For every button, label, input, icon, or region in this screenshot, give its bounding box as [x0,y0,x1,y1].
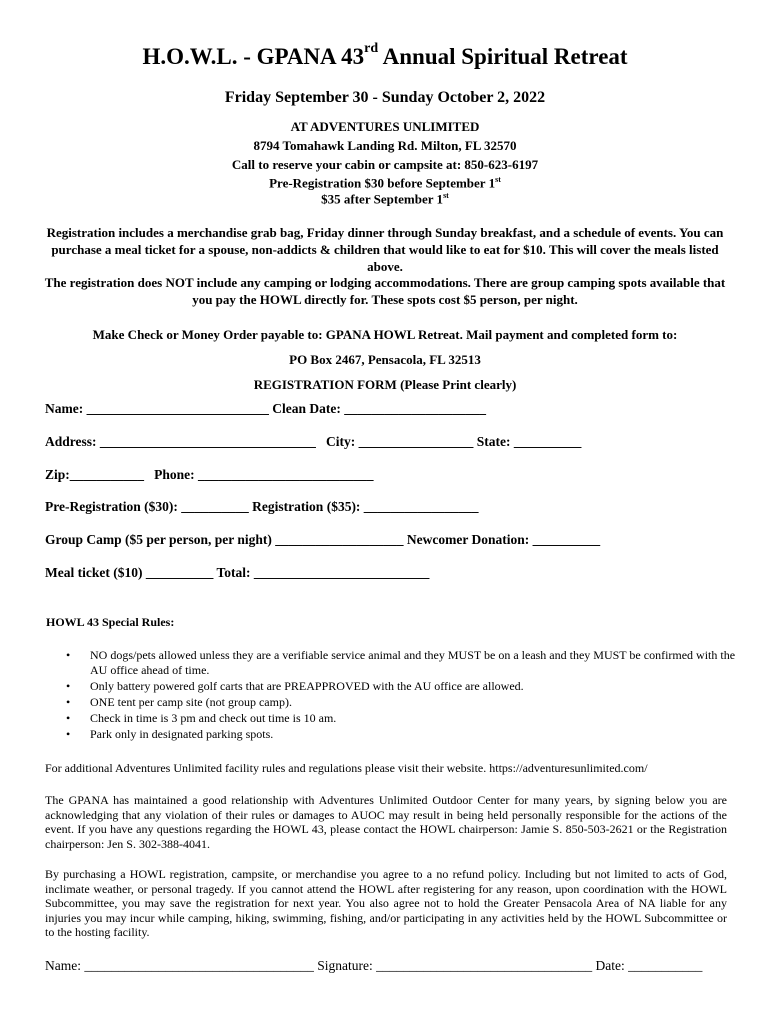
late-price [0,191,770,207]
zip-phone-field[interactable]: Zip:___________ Phone: __________________________ [45,467,374,482]
title-superscript: rd [364,41,379,57]
payable-instructions: Make Check or Money Order payable to: GPANA HOWL Retreat. Mail payment and completed form to: [92,327,678,342]
title-end: Annual Spiritual Retreat [378,44,628,69]
prereg-text: Pre-Registration $30 before September 1 [269,175,496,191]
mailing-address [0,352,770,368]
address-city-state-field[interactable]: Address: ________________________________ City: _________________ State: __________ [45,434,582,449]
rule-item: • Check in time is 3 pm and check out time is 10 am. [46,711,736,726]
reserve-phone: Call to reserve your cabin or campsite at: 850-623-6197 [231,157,539,172]
rules-title: HOWL 43 Special Rules: [46,615,175,629]
signature-line[interactable]: Name: __________________________________ Signature: ________________________________ Date: ___________ [45,958,703,973]
relationship-paragraph: The GPANA has maintained a good relationship with Adventures Unlimited Outdoor Center for many years, by signing below you are acknowledging that any violation of their rules or damages to AUOC may result in being held personally responsible for the actions of the event. If you have any questions regarding the HOWL 43, please contact the HOWL chairperson: Jamie S. 850-503-2621 or the Registration chairperson: Jen S. 302-388-4041. [45,793,727,851]
camping-note: The registration does NOT include any camping or lodging accommodations. There are group camping spots available that you pay the HOWL directly for. These spots cost $5 person, per night. [44,275,726,307]
after-sup: st [443,191,449,200]
registration-fee-field[interactable]: Pre-Registration ($30): __________ Registration ($35): _________________ [45,499,479,514]
rule-item: • ONE tent per camp site (not group camp). [46,695,736,710]
title-main: H.O.W.L. - GPANA 43 [142,44,365,69]
page-title [0,41,770,70]
prereg-price [0,175,770,191]
name-clean-date-field[interactable]: Name: ___________________________ Clean Date: _____________________ [45,401,486,416]
group-camp-donation-field[interactable]: Group Camp ($5 per person, per night) ___________________ Newcomer Donation: __________ [45,532,601,547]
event-dates: Friday September 30 - Sunday October 2, 2022 [224,89,546,106]
facility-rules-note: For additional Adventures Unlimited facility rules and regulations please visit their website. https://adventuresunlimited.com/ [45,761,648,775]
meal-ticket-total-field[interactable]: Meal ticket ($10) __________ Total: __________________________ [45,565,430,580]
after-text: $35 after September 1 [321,191,444,207]
rules-list [46,648,736,743]
form-title: REGISTRATION FORM (Please Print clearly) [253,377,517,392]
registration-includes: Registration includes a merchandise grab bag, Friday dinner through Sunday breakfast, and a schedule of events. You can purchase a meal ticket for a spouse, non-addicts & children that would like to eat for $10. This will cover the meals listed above. [46,225,724,274]
venue-name: AT ADVENTURES UNLIMITED [290,119,480,134]
refund-policy-paragraph: By purchasing a HOWL registration, campsite, or merchandise you agree to a no refund policy. Including but not limited to acts of God, inclimate weather, or personal tragedy. If you cannot attend the HOWL after registering for any reason, upon coordination with the HOWL Subcommittee, you may save the registration for next year. You also agree not to hold the Greater Pensacola Area of NA liable for any injuries you may incur while camping, hiking, swimming, fishing, and/or participating in any activities held by the HOWL Subcommittee or to the hosting facility. [45,867,727,939]
rule-item: • NO dogs/pets allowed unless they are a verifiable service animal and they MUST be on a leash and they MUST be confirmed with the AU office ahead of time. [46,648,736,678]
po-box: PO Box 2467, Pensacola, FL 32513 [289,352,481,367]
venue-address: 8794 Tomahawk Landing Rd. Milton, FL 32570 [253,138,517,153]
rule-item: • Only battery powered golf carts that are PREAPPROVED with the AU office are allowed. [46,679,736,694]
prereg-sup: st [495,175,501,184]
rule-item: • Park only in designated parking spots. [46,727,736,742]
